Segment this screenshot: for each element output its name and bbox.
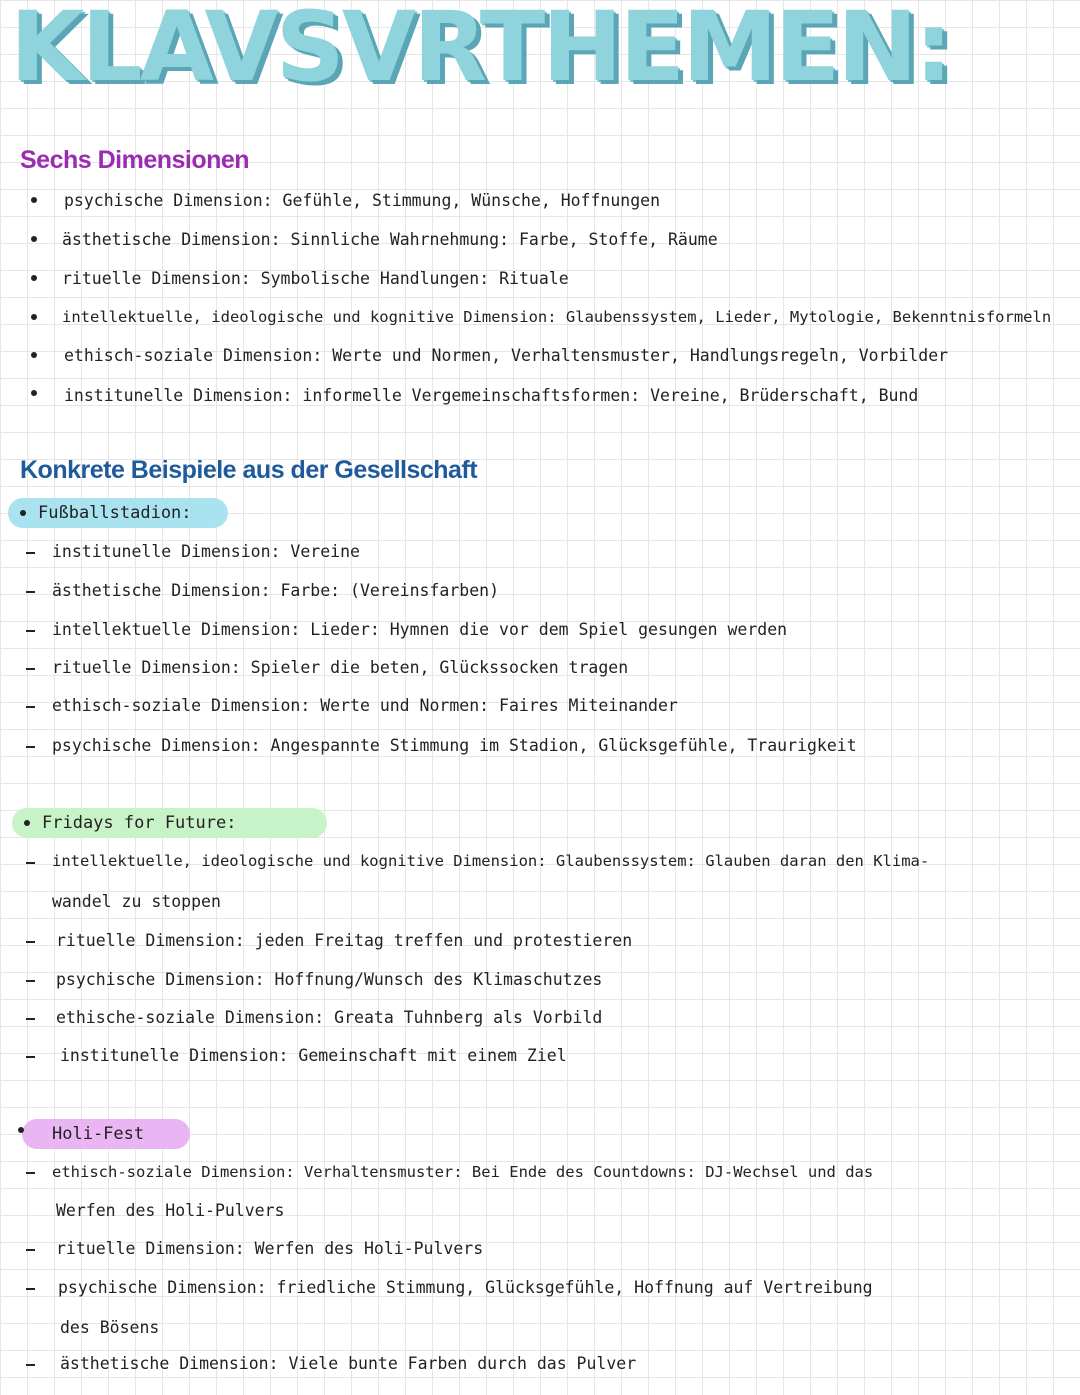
bullet-dot: [31, 197, 37, 203]
dash-marker: [26, 668, 35, 670]
dash-marker: [26, 862, 35, 864]
dimension-item: ethisch-soziale Dimension: Werte und Normen, Verhaltensmuster, Handlungsregeln, Vorbilder: [64, 346, 949, 365]
example-line: ästhetische Dimension: Viele bunte Farben durch das Pulver: [60, 1354, 637, 1373]
example-line: psychische Dimension: Hoffnung/Wunsch des Klimaschutzes: [56, 970, 603, 989]
bullet-dot: [31, 390, 37, 396]
example-line: ethisch-soziale Dimension: Werte und Normen: Faires Miteinander: [52, 696, 678, 715]
group-title-holi-fest: [22, 1119, 190, 1149]
example-line: rituelle Dimension: Spieler die beten, Glückssocken tragen: [52, 658, 629, 677]
group-title-fussballstadion: [8, 498, 228, 528]
example-line: psychische Dimension: Angespannte Stimmung im Stadion, Glücksgefühle, Traurigkeit: [52, 736, 857, 755]
example-line: rituelle Dimension: jeden Freitag treffen und protestieren: [56, 931, 633, 950]
bullet-dot: [31, 314, 37, 320]
example-line: psychische Dimension: friedliche Stimmung, Glücksgefühle, Hoffnung auf Vertreibung: [58, 1278, 873, 1297]
bullet-dot: [24, 820, 30, 826]
dash-marker: [26, 706, 35, 708]
dash-marker: [26, 1172, 35, 1174]
group-title-label: Holi-Fest: [52, 1124, 145, 1144]
heading-six-dimensions: Sechs Dimensionen: [20, 146, 250, 174]
dash-marker: [26, 1288, 35, 1290]
example-line: ethische-soziale Dimension: Greata Tuhnberg als Vorbild: [56, 1008, 603, 1027]
example-line: intellektuelle Dimension: Lieder: Hymnen die vor dem Spiel gesungen werden: [52, 620, 788, 639]
bullet-dot: [31, 236, 37, 242]
dimension-item: institunelle Dimension: informelle Vergemeinschaftsformen: Vereine, Brüderschaft, Bund: [64, 386, 919, 405]
example-line: ästhetische Dimension: Farbe: (Vereinsfarben): [52, 581, 500, 600]
group-title-label: Fußballstadion:: [38, 503, 192, 523]
dash-marker: [26, 591, 35, 593]
example-line: des Bösens: [60, 1318, 160, 1337]
dash-marker: [26, 1364, 35, 1366]
example-line: institunelle Dimension: Gemeinschaft mit einem Ziel: [60, 1046, 567, 1065]
dash-marker: [26, 941, 35, 943]
example-line: Werfen des Holi-Pulvers: [56, 1201, 285, 1220]
bullet-dot: [18, 1127, 24, 1133]
dimension-item: psychische Dimension: Gefühle, Stimmung, Wünsche, Hoffnungen: [64, 191, 661, 210]
bullet-dot: [31, 352, 37, 358]
example-line: intellektuelle, ideologische und kognitive Dimension: Glaubenssystem: Glauben daran den Klima-: [52, 852, 930, 870]
group-title-fridays-for-future: [12, 808, 327, 838]
bullet-dot: [31, 275, 37, 281]
dash-marker: [26, 980, 35, 982]
dash-marker: [26, 630, 35, 632]
dimension-item: intellektuelle, ideologische und kognitive Dimension: Glaubenssystem, Lieder, Mytologie, Bekenntnisformeln: [62, 308, 1052, 326]
dash-marker: [26, 746, 35, 748]
dash-marker: [26, 1056, 35, 1058]
dimension-item: ästhetische Dimension: Sinnliche Wahrnehmung: Farbe, Stoffe, Räume: [62, 230, 718, 249]
example-line: institunelle Dimension: Vereine: [52, 542, 360, 561]
dimension-item: rituelle Dimension: Symbolische Handlungen: Rituale: [62, 269, 569, 288]
dash-marker: [26, 1249, 35, 1251]
group-title-label: Fridays for Future:: [42, 813, 237, 833]
dash-marker: [26, 552, 35, 554]
example-line: wandel zu stoppen: [52, 892, 221, 911]
page-title: KLAVSVRTHEMEN:: [10, 0, 950, 102]
example-line: ethisch-soziale Dimension: Verhaltensmuster: Bei Ende des Countdowns: DJ-Wechsel und das: [52, 1163, 874, 1181]
example-line: rituelle Dimension: Werfen des Holi-Pulvers: [56, 1239, 484, 1258]
bullet-dot: [20, 510, 26, 516]
heading-examples: Konkrete Beispiele aus der Gesellschaft: [20, 456, 478, 484]
dash-marker: [26, 1018, 35, 1020]
